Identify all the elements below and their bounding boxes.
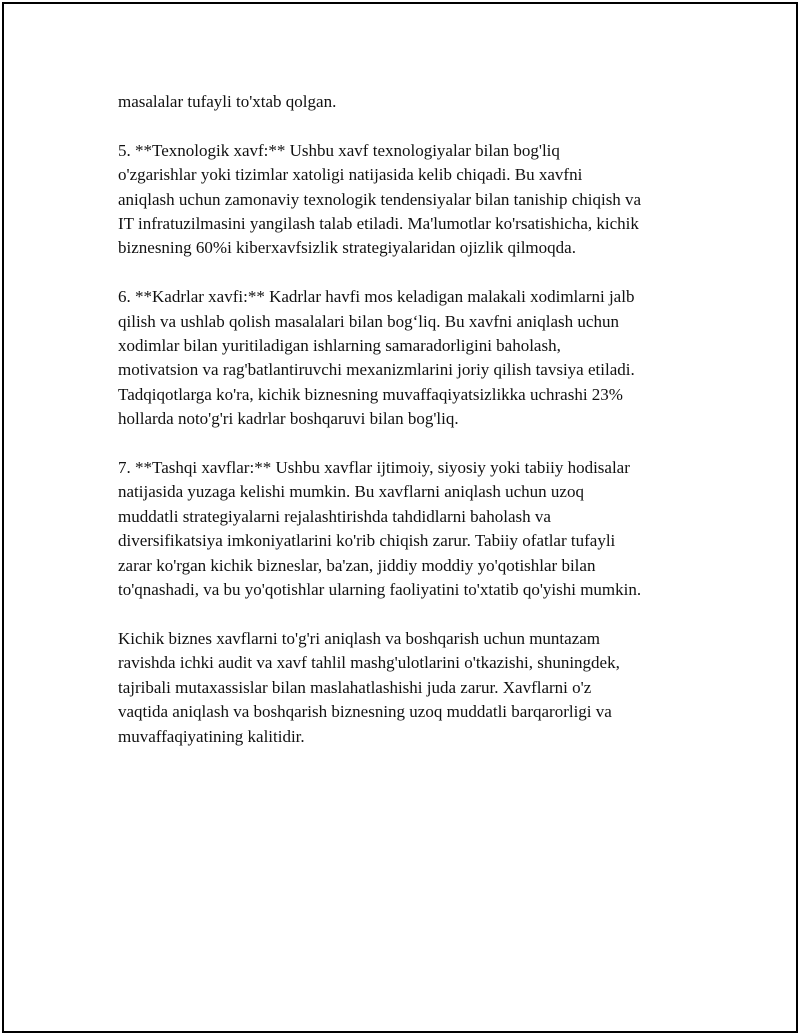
paragraph-conclusion: Kichik biznes xavflarni to'g'ri aniqlash va boshqarish uchun muntazam ravishda ichki audit va xavf tahlil mashg'ulotlarini o'tkazishi, shuningdek, tajribali mutaxassislar bilan maslahatlashishi juda zarur. Xavflarni o'z vaqtida aniqlash va boshqarish biznesning uzoq muddatli barqarorligi va muvaffaqiyatining kalitidir.: [118, 628, 620, 746]
paragraph-technological-risk: 5. **Texnologik xavf:** Ushbu xavf texnologiyalar bilan bog'liq o'zgarishlar yoki tizimlar xatoligi natijasida kelib chiqadi. Bu xavfni aniqlash uchun zamonaviy texnologik tendensiyalar bilan tanishiр chiqish va IT infratuzilmasini yangilash talab etiladi. Ma'lumotlar ko'rsatishicha, kichik biznesning 60%i kiberxavfsizlik strategiyalaridan ojizlik qilmoqda.: [118, 140, 642, 258]
paragraph-external-risks: 7. **Tashqi xavflar:** Ushbu xavflar ijtimoiy, siyosiy yoki tabiiy hodisalar natijasida yuzaga kelishi mumkin. Bu xavflarni aniqlash uchun uzoq muddatli strategiyalarni rejalashtirishda tahdidlarni baholash va diversifikatsiya imkoniyatlarini ko'rib chiqish zarur. Tabiiy ofatlar tufayli zarar ko'rgan kichik bizneslar, ba'zan, jiddiy moddiy yo'qotishlar bilan to'qnashadi, va bu yo'qotishlar ularning faoliyatini to'xtatib qo'yishi mumkin.: [118, 458, 642, 600]
paragraph-personnel-risk: 6. **Kadrlar xavfi:** Kadrlar havfi mos keladigan malakali xodimlarni jalb qilish va ushlab qolish masalalari bilan bog‘liq. Bu xavfni aniqlash uchun xodimlar bilan yuritiladigan ishlarning samaradorligini baholash, motivatsion va rag'batlantiruvchi mexanizmlarini joriy qilish tavsiya etiladi. Tadqiqotlarga ko'ra, kichik biznesning muvaffaqiyatsizlikka uchrashi 23% hollarda noto'g'ri kadrlar boshqaruvi bilan bog'liq.: [118, 287, 635, 429]
document-body: [118, 90, 688, 773]
paragraph-continuation: masalalar tufayli to'xtab qolgan.: [118, 92, 337, 111]
